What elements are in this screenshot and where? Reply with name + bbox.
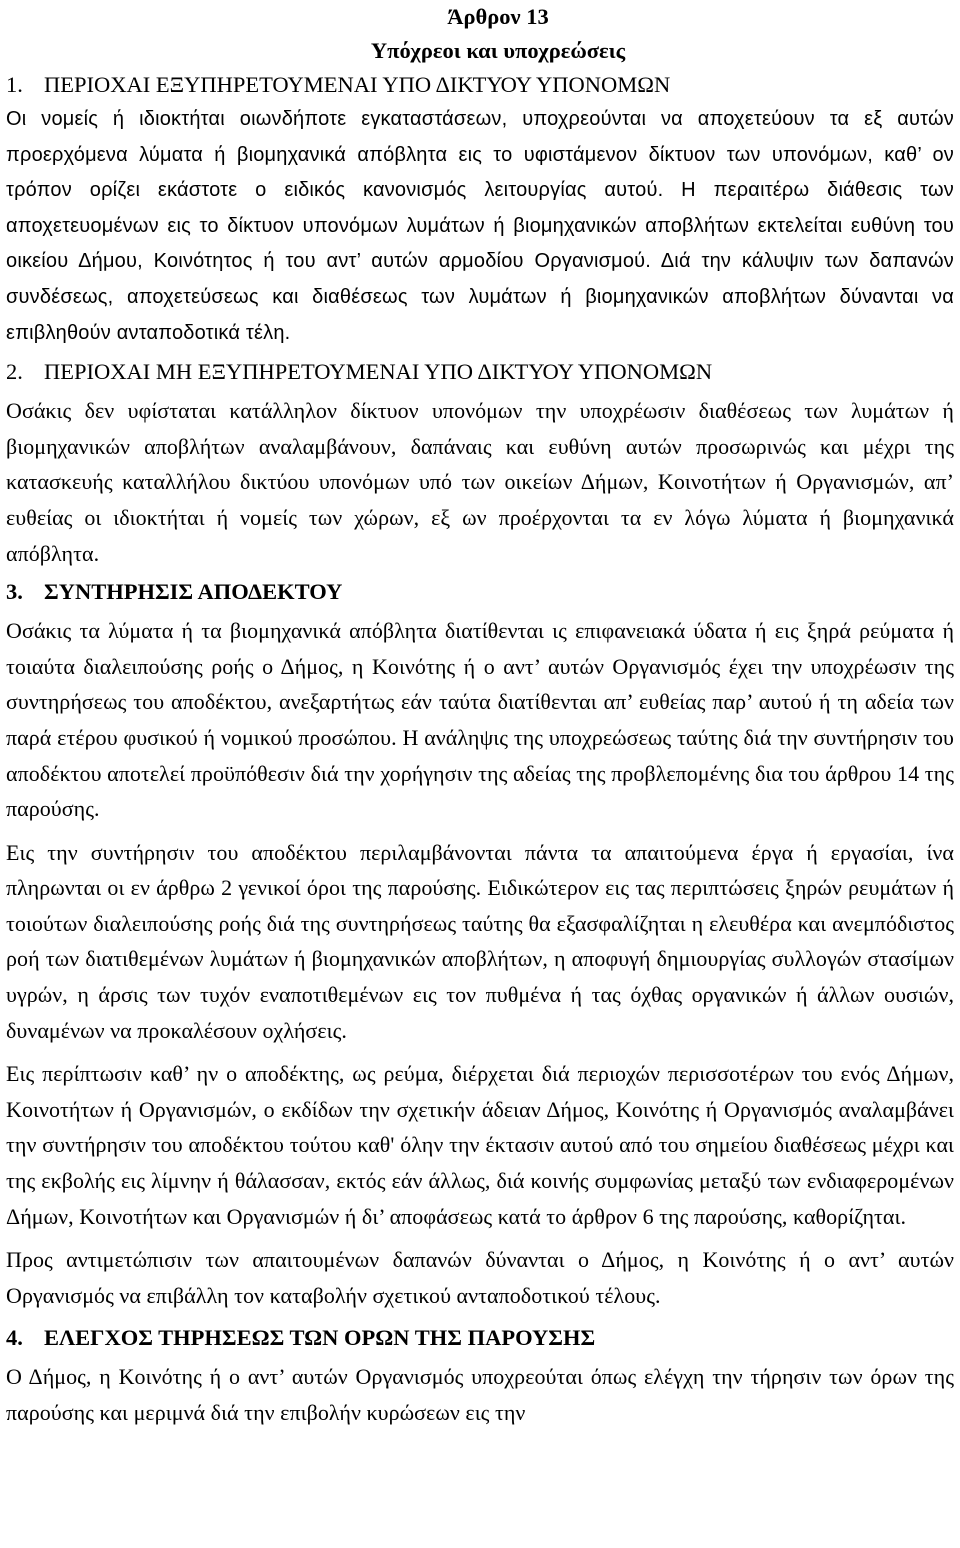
- section-1-paragraph-1: Οι νομείς ή ιδιοκτήται οιωνδήποτε εγκαταστάσεων, υποχρεούνται να αποχετεύουν τα εξ αυτών προερχόμενα λύματα ή βιομηχανικά απόβλητα εις το υφιστάμενον δίκτυον των υπονόμων, καθ’ ον τρόπον ορίζει εκάστοτε ο ειδικός κανονισμός λειτουργίας αυτού. Η περαιτέρω διάθεσις των αποχετευομένων εις το δίκτυον υπονόμων λυμάτων ή βιομηχανικών αποβλήτων εκτελείται ευθύνη του οικείου Δήμου, Κοινότητος ή του αντ’ αυτών αρμοδίου Οργανισμού. Διά την κάλυψιν των δαπανών συνδέσεως, αποχετεύσεως και διαθέσεως των λυμάτων ή βιομηχανικών αποβλήτων δύνανται να επιβληθούν ανταποδοτικά τέλη.: [6, 108, 954, 344]
- section-3-paragraph-1: Οσάκις τα λύματα ή τα βιομηχανικά απόβλητα διατίθενται ις επιφανειακά ύδατα ή εις ξηρά ρεύματα ή τοιαύτα διαλειπούσης ροής ο Δήμος, η Κοινότης ή ο αντ’ αυτών Οργανισμός έχει την υποχρέωσιν της συντηρήσεως του αποδέκτου, ανεξαρτήτως εάν ταύτα διατίθενται απ’ ευθείας παρ’ αυτού ή τη αδεία των παρά ετέρου φυσικού ή νομικού προσώπου. Η ανάληψις της υποχρεώσεως ταύτης διά την συντήρησιν του αποδέκτου αποτελεί προϋπόθεσιν διά την χορήγησιν της αδείας της προβλεπομένης δια του άρθρου 14 της παρούσης.: [6, 618, 954, 822]
- section-2-paragraph-1: Οσάκις δεν υφίσταται κατάλληλον δίκτυον υπονόμων την υποχρέωσιν διαθέσεως των λυμάτων ή βιομηχανικών αποβλήτων αναλαμβάνουν, δαπάναις και ευθύνη αυτών προσωρινώς και μέχρι της κατασκευής καταλλήλου δικτύου υπονόμων υπό των οικείων Δήμων, Κοινοτήτων ή Οργανισμών, απ’ ευθείας οι ιδιοκτήται ή νομείς των χώρων, εξ ων προέρχονται τα εν λόγω λύματα ή βιομηχανικά απόβλητα.: [6, 398, 954, 566]
- section-number: 2.: [6, 359, 23, 385]
- section-4-heading: [6, 1321, 954, 1355]
- section-title: ΠΕΡΙΟΧΑΙ ΕΞΥΠΗΡΕΤΟΥΜΕΝΑΙ ΥΠΟ ΔΙΚΤΥΟΥ ΥΠΟΝΟΜΩΝ: [44, 72, 671, 97]
- document-page: [6, 0, 954, 1431]
- section-number: 3.: [6, 579, 23, 605]
- section-title: ΣΥΝΤΗΡΗΣΙΣ ΑΠΟΔΕΚΤΟΥ: [44, 579, 343, 605]
- section-4-paragraph-1: Ο Δήμος, η Κοινότης ή ο αντ’ αυτών Οργανισμός υποχρεούται όπως ελέγχη την τήρησιν των όρων της παρούσης και μεριμνά διά την επιβολήν κυρώσεων εις την: [6, 1364, 954, 1425]
- section-title: ΠΕΡΙΟΧΑΙ ΜΗ ΕΞΥΠΗΡΕΤΟΥΜΕΝΑΙ ΥΠΟ ΔΙΚΤΥΟΥ ΥΠΟΝΟΜΩΝ: [44, 359, 713, 385]
- section-1-heading: [6, 68, 954, 102]
- section-title: ΕΛΕΓΧΟΣ ΤΗΡΗΣΕΩΣ ΤΩΝ ΟΡΩΝ ΤΗΣ ΠΑΡΟΥΣΗΣ: [44, 1325, 596, 1351]
- article-subtitle: Υπόχρεοι και υποχρεώσεις: [370, 38, 626, 63]
- section-3-paragraph-3: Εις περίπτωσιν καθ’ ην ο αποδέκτης, ως ρεύμα, διέρχεται διά περιοχών περισσοτέρων του ενός Δήμων, Κοινοτήτων ή Οργανισμών, ο εκδίδων την σχετικήν άδειαν Δήμος, Κοινότης ή Οργανισμός αναλαμβάνει την συντήρησιν του αποδέκτου τούτου καθ' όλην την έκτασιν αυτού από του σημείου διαθέσεως μέχρι και της εκβολής εις λίμνην ή θάλασσαν, εκτός εάν άλλως, διά κοινής συμφωνίας μεταξύ των ενδιαφερομένων Δήμων, Κοινοτήτων και Οργανισμών ή δι’ αποφάσεως κατά το άρθρον 6 της παρούσης, καθορίζηται.: [6, 1061, 954, 1229]
- section-number: 1.: [6, 72, 23, 97]
- section-3-heading: [6, 575, 954, 609]
- section-3-paragraph-4: Προς αντιμετώπισιν των απαιτουμένων δαπανών δύνανται ο Δήμος, η Κοινότης ή ο αντ’ αυτών Οργανισμός να επιβάλλη τον καταβολήν σχετικού ανταποδοτικού τέλους.: [6, 1247, 954, 1308]
- section-2-heading: [6, 355, 954, 389]
- article-title: Άρθρον 13: [447, 4, 549, 29]
- section-number: 4.: [6, 1325, 23, 1351]
- section-3-paragraph-2: Εις την συντήρησιν του αποδέκτου περιλαμβάνονται πάντα τα απαιτούμενα έργα ή εργασίαι, ίνα πληρωνται οι εν άρθρω 2 γενικοί όροι της παρούσης. Ειδικώτερον εις τας περιπτώσεις ξηρών ρευμάτων ή τοιούτων διαλειπούσης ροής διά της συντηρήσεως ταύτης θα εξασφαλίζηται η ελευθέρα και ανεμπόδιστος ροή των διατιθεμένων λυμάτων ή βιομηχανικών αποβλήτων, η αποφυγή δημιουργίας συλλογών στασίμων υγρών, η άρσις των τυχόν εναποτιθεμένων εις τον πυθμένα ή τας όχθας οργανικών ή άλλων ουσιών, δυναμένων να προκαλέσουν οχλήσεις.: [6, 839, 954, 1043]
